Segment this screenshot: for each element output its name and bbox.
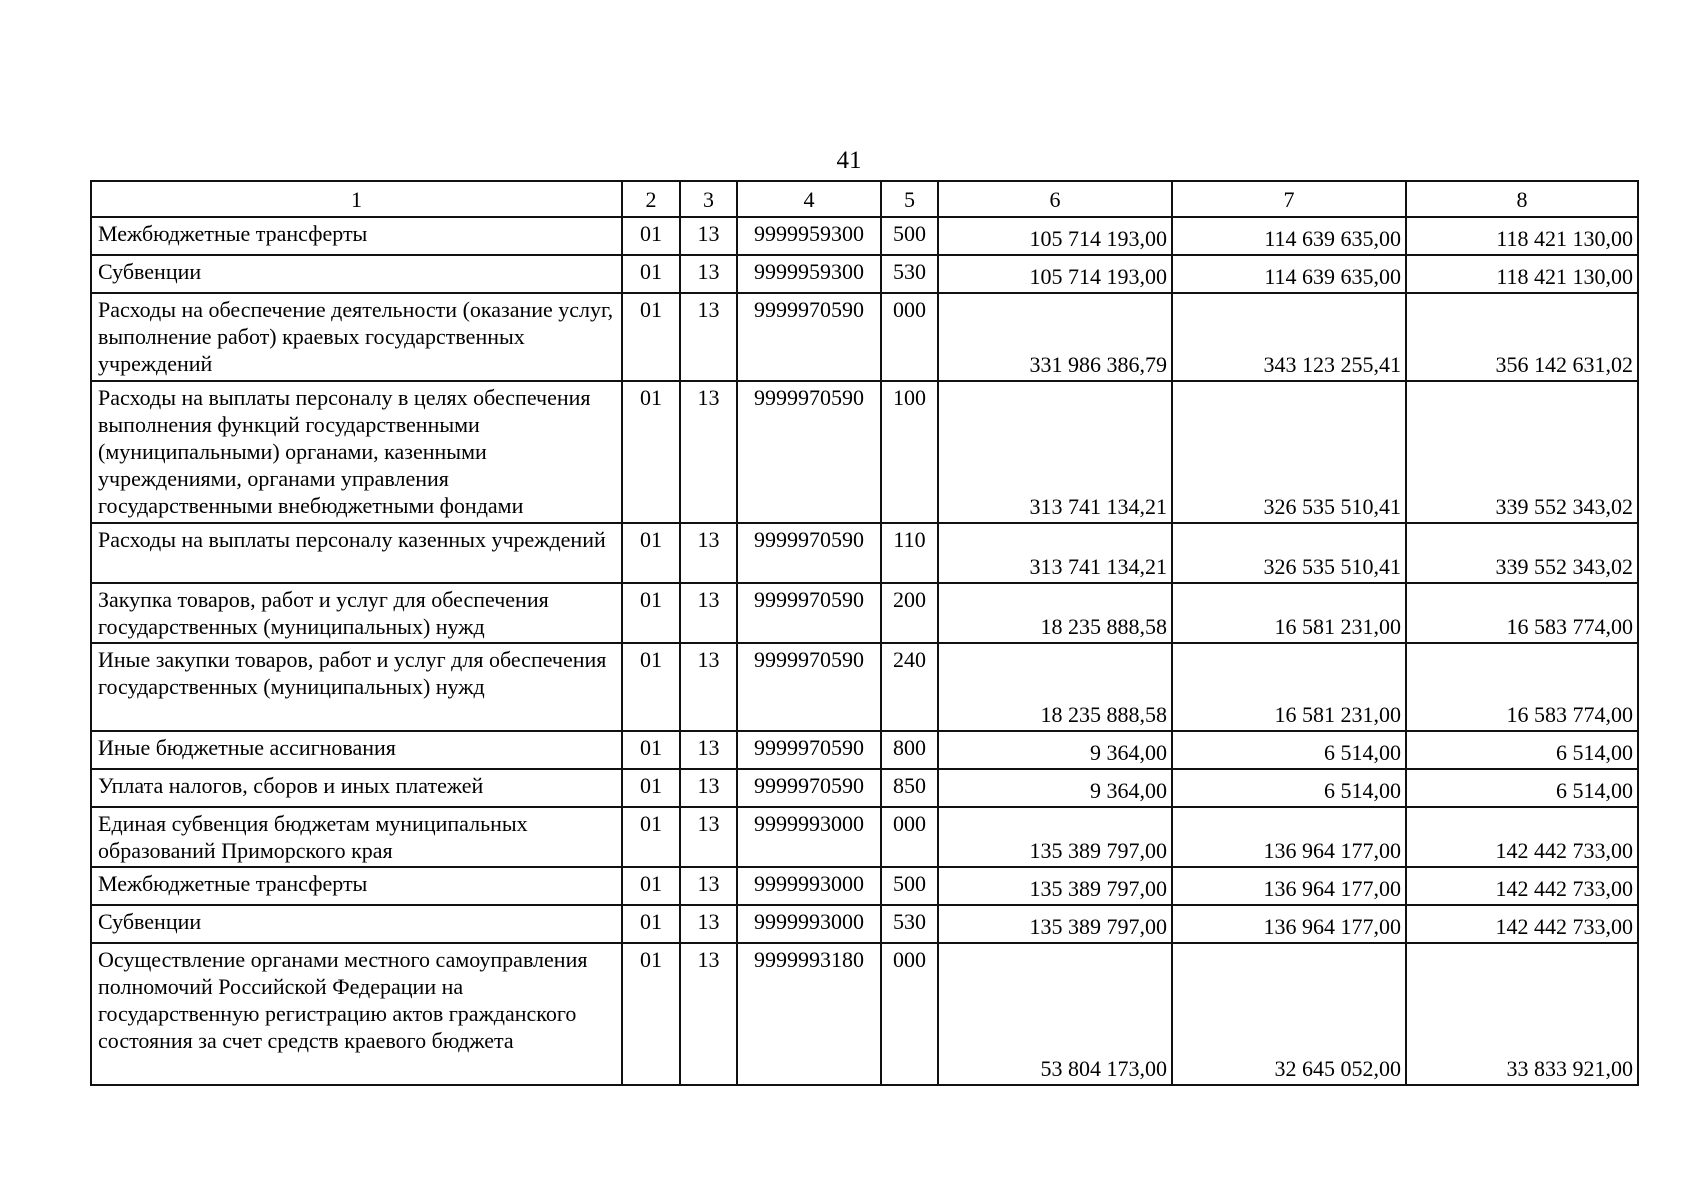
expense-type-code: 000 [881,807,938,867]
table-row [91,293,1638,381]
target-article-code: 9999959300 [737,217,881,255]
row-name: Расходы на обеспечение деятельности (оказание услуг, выполнение работ) краевых государственных учреждений [91,293,622,381]
table-row [91,769,1638,807]
row-name: Расходы на выплаты персоналу казенных учреждений [91,523,622,583]
row-name: Субвенции [91,905,622,943]
amount-col8: 16 583 774,00 [1406,643,1638,731]
section-code: 01 [622,731,680,769]
row-name: Закупка товаров, работ и услуг для обеспечения государственных (муниципальных) нужд [91,583,622,643]
expense-type-code: 530 [881,905,938,943]
subsection-code: 13 [680,943,737,1085]
section-code: 01 [622,523,680,583]
table-row [91,867,1638,905]
section-code: 01 [622,867,680,905]
column-header-8: 8 [1406,181,1638,217]
amount-col7: 16 581 231,00 [1172,643,1406,731]
table-row [91,731,1638,769]
expense-type-code: 800 [881,731,938,769]
table-row [91,583,1638,643]
page-number: 41 [836,147,862,174]
amount-col8: 142 442 733,00 [1406,867,1638,905]
expense-type-code: 000 [881,943,938,1085]
subsection-code: 13 [680,643,737,731]
amount-col6: 135 389 797,00 [938,905,1172,943]
amount-col6: 9 364,00 [938,769,1172,807]
column-header-3: 3 [680,181,737,217]
target-article-code: 9999970590 [737,583,881,643]
column-header-1: 1 [91,181,622,217]
amount-col8: 339 552 343,02 [1406,523,1638,583]
row-name: Межбюджетные трансферты [91,867,622,905]
amount-col7: 326 535 510,41 [1172,381,1406,523]
amount-col8: 6 514,00 [1406,731,1638,769]
subsection-code: 13 [680,867,737,905]
amount-col7: 32 645 052,00 [1172,943,1406,1085]
row-name: Уплата налогов, сборов и иных платежей [91,769,622,807]
amount-col8: 118 421 130,00 [1406,255,1638,293]
column-header-4: 4 [737,181,881,217]
table-row [91,807,1638,867]
target-article-code: 9999959300 [737,255,881,293]
amount-col6: 18 235 888,58 [938,643,1172,731]
amount-col7: 6 514,00 [1172,731,1406,769]
expense-type-code: 500 [881,217,938,255]
table-row [91,643,1638,731]
section-code: 01 [622,807,680,867]
table-row [91,523,1638,583]
amount-col7: 326 535 510,41 [1172,523,1406,583]
expense-type-code: 500 [881,867,938,905]
amount-col6: 53 804 173,00 [938,943,1172,1085]
amount-col7: 16 581 231,00 [1172,583,1406,643]
row-name: Межбюджетные трансферты [91,217,622,255]
section-code: 01 [622,905,680,943]
table-row [91,217,1638,255]
table-row [91,381,1638,523]
row-name: Иные закупки товаров, работ и услуг для обеспечения государственных (муниципальных) нужд [91,643,622,731]
amount-col8: 118 421 130,00 [1406,217,1638,255]
subsection-code: 13 [680,523,737,583]
target-article-code: 9999993000 [737,807,881,867]
amount-col8: 142 442 733,00 [1406,807,1638,867]
column-header-2: 2 [622,181,680,217]
amount-col6: 313 741 134,21 [938,381,1172,523]
amount-col7: 136 964 177,00 [1172,905,1406,943]
expense-type-code: 530 [881,255,938,293]
section-code: 01 [622,217,680,255]
target-article-code: 9999970590 [737,731,881,769]
expense-type-code: 240 [881,643,938,731]
column-header-5: 5 [881,181,938,217]
table-row [91,905,1638,943]
amount-col7: 136 964 177,00 [1172,867,1406,905]
amount-col7: 114 639 635,00 [1172,217,1406,255]
amount-col7: 343 123 255,41 [1172,293,1406,381]
amount-col8: 33 833 921,00 [1406,943,1638,1085]
subsection-code: 13 [680,217,737,255]
section-code: 01 [622,943,680,1085]
target-article-code: 9999970590 [737,643,881,731]
amount-col8: 6 514,00 [1406,769,1638,807]
target-article-code: 9999993000 [737,905,881,943]
table-body [91,217,1638,1085]
amount-col6: 18 235 888,58 [938,583,1172,643]
target-article-code: 9999970590 [737,523,881,583]
subsection-code: 13 [680,807,737,867]
section-code: 01 [622,255,680,293]
amount-col6: 313 741 134,21 [938,523,1172,583]
amount-col8: 356 142 631,02 [1406,293,1638,381]
section-code: 01 [622,643,680,731]
subsection-code: 13 [680,255,737,293]
row-name: Иные бюджетные ассигнования [91,731,622,769]
amount-col7: 114 639 635,00 [1172,255,1406,293]
target-article-code: 9999970590 [737,769,881,807]
amount-col7: 6 514,00 [1172,769,1406,807]
subsection-code: 13 [680,583,737,643]
budget-table [90,180,1639,1086]
row-name: Субвенции [91,255,622,293]
section-code: 01 [622,293,680,381]
expense-type-code: 850 [881,769,938,807]
expense-type-code: 100 [881,381,938,523]
section-code: 01 [622,769,680,807]
amount-col7: 136 964 177,00 [1172,807,1406,867]
row-name: Осуществление органами местного самоуправления полномочий Российской Федерации на государственную регистрацию актов гражданского состояния за счет средств краевого бюджета [91,943,622,1085]
expense-type-code: 200 [881,583,938,643]
amount-col8: 142 442 733,00 [1406,905,1638,943]
subsection-code: 13 [680,769,737,807]
expense-type-code: 000 [881,293,938,381]
target-article-code: 9999970590 [737,293,881,381]
table-row [91,255,1638,293]
header-row [91,181,1638,217]
row-name: Расходы на выплаты персоналу в целях обеспечения выполнения функций государственными (муниципальными) органами, казенными учреждениями, органами управления государственными внебюджетными фондами [91,381,622,523]
target-article-code: 9999970590 [737,381,881,523]
expense-type-code: 110 [881,523,938,583]
table-header [91,181,1638,217]
column-header-6: 6 [938,181,1172,217]
subsection-code: 13 [680,293,737,381]
table-row [91,943,1638,1085]
section-code: 01 [622,381,680,523]
target-article-code: 9999993000 [737,867,881,905]
amount-col8: 16 583 774,00 [1406,583,1638,643]
amount-col6: 105 714 193,00 [938,255,1172,293]
amount-col6: 135 389 797,00 [938,867,1172,905]
subsection-code: 13 [680,381,737,523]
amount-col6: 105 714 193,00 [938,217,1172,255]
column-header-7: 7 [1172,181,1406,217]
amount-col6: 135 389 797,00 [938,807,1172,867]
section-code: 01 [622,583,680,643]
row-name: Единая субвенция бюджетам муниципальных образований Приморского края [91,807,622,867]
amount-col6: 9 364,00 [938,731,1172,769]
amount-col8: 339 552 343,02 [1406,381,1638,523]
target-article-code: 9999993180 [737,943,881,1085]
amount-col6: 331 986 386,79 [938,293,1172,381]
subsection-code: 13 [680,905,737,943]
subsection-code: 13 [680,731,737,769]
